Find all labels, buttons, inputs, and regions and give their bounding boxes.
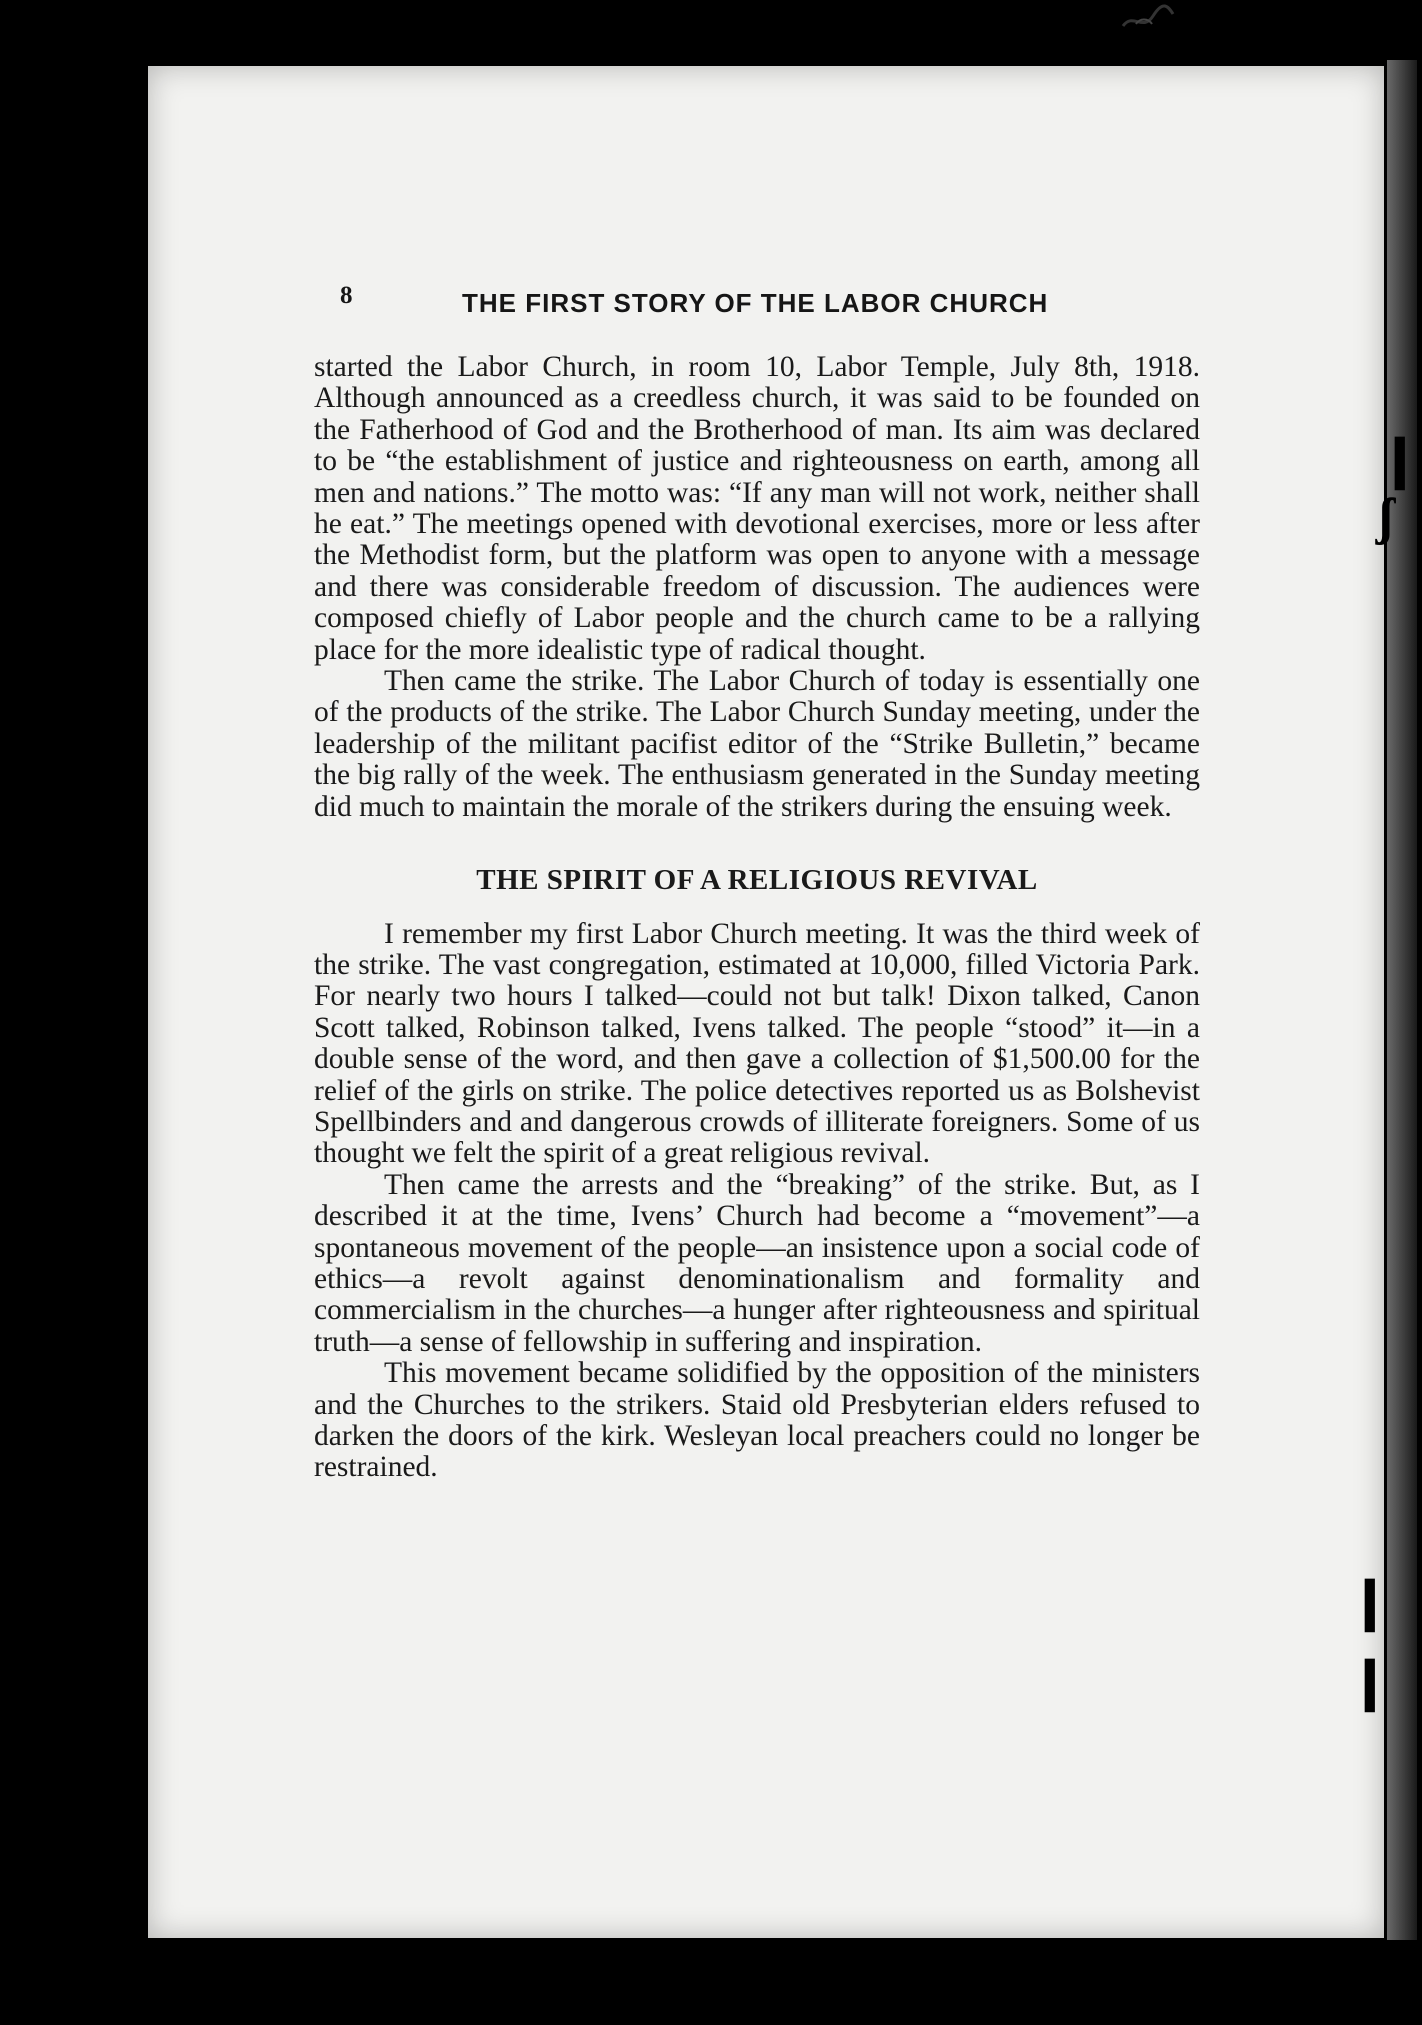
- paragraph-continued: started the Labor Church, in room 10, Labor Temple, July 8th, 1918. Although announced as a creedless church, it was said to be founded on the Fatherhood of God and the Brotherhood of man. Its aim was declared to be “the establishment of justice and righteousness on earth, among all men and nations.” The motto was: “If any man will not work, neither shall he eat.” The meetings opened with devotional exercises, more or less after the Methodist form, but the platform was open to anyone with a message and there was considerable freedom of discussion. The audiences were composed chiefly of Labor people and the church came to be a rallying place for the more idealistic type of radical thought.: [314, 351, 1200, 666]
- margin-mark-icon: ʃ: [1378, 489, 1394, 546]
- article-body: [314, 352, 1200, 1484]
- margin-mark-icon: ❙: [1378, 432, 1422, 489]
- paragraph-first-meeting: I remember my first Labor Church meeting. It was the third week of the strike. The vast congregation, estimated at 10,000, filled Victoria Park. For nearly two hours I talked—could not but talk! Dixon talked, Canon Scott talked, Robinson talked, Ivens talked. The people “stood” it—in a double sense of the word, and then gave a collection of $1,500.00 for the relief of the girls on strike. The police detectives reported us as Bolshevist Spellbinders and and dangerous crowds of illiterate foreigners. Some of us thought we felt the spirit of a great religious revival.: [314, 917, 1200, 1170]
- margin-mark-icon: ❙: [1348, 1654, 1392, 1711]
- section-heading: THE SPIRIT OF A RELIGIOUS REVIVAL: [476, 864, 1038, 897]
- page-number: 8: [340, 282, 353, 309]
- margin-mark-icon: ❙: [1348, 1574, 1392, 1631]
- paragraph-movement: Then came the arrests and the “breaking” of the strike. But, as I described it at the time, Ivens’ Church had become a “movement”—a spontaneous movement of the people—an insistence upon a social code of ethics—a revolt against denominationalism and formality and commercialism in the churches—a hunger after righteousness and spiritual truth—a sense of fellowship in suffering and inspiration.: [314, 1168, 1200, 1358]
- paragraph-strike: Then came the strike. The Labor Church of today is essentially one of the products of the strike. The Labor Church Sunday meeting, under the leadership of the militant pacifist editor of the “Strike Bulletin,” became the big rally of the week. The enthusiasm generated in the Sunday meeting did much to maintain the morale of the strikers during the ensuing week.: [314, 665, 1200, 823]
- corner-scribble-mark: [1118, 4, 1178, 34]
- running-title: THE FIRST STORY OF THE LABOR CHURCH: [462, 288, 1049, 318]
- paragraph-opposition: This movement became solidified by the opposition of the ministers and the Churches to the strikers. Staid old Presbyterian elders refused to darken the doors of the kirk. Wesleyan local preachers could no longer be restrained.: [314, 1357, 1200, 1484]
